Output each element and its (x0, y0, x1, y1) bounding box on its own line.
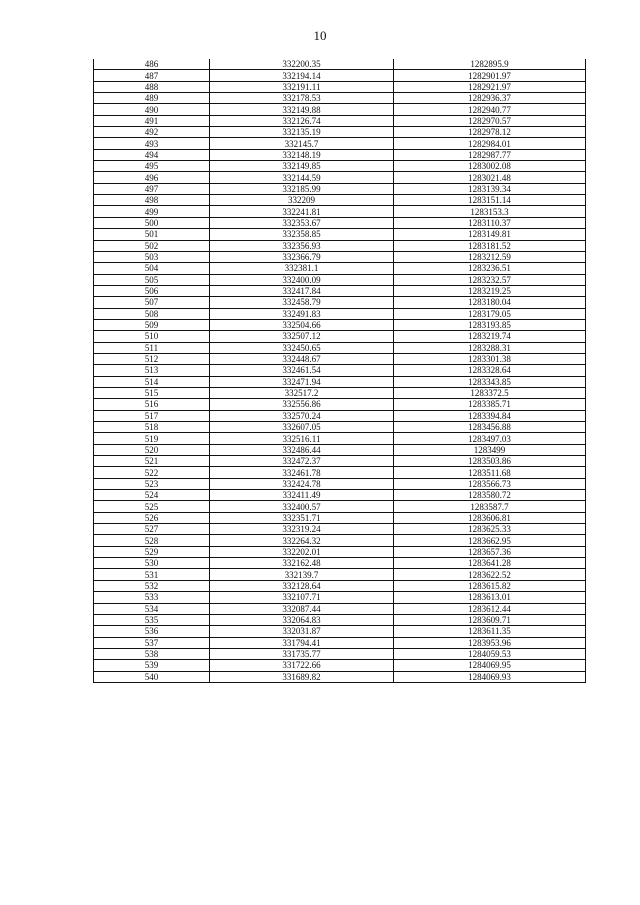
table-row (94, 490, 586, 501)
table-row (94, 524, 586, 535)
table-row (94, 263, 586, 274)
x-coordinate-cell: 332381.1 (210, 263, 394, 274)
x-coordinate-cell: 332400.57 (210, 501, 394, 512)
table-row (94, 569, 586, 580)
y-coordinate-cell: 1283288.31 (394, 342, 586, 353)
y-coordinate-cell: 1283153.3 (394, 206, 586, 217)
table-row (94, 115, 586, 126)
x-coordinate-cell: 331689.82 (210, 671, 394, 682)
x-coordinate-cell: 332353.67 (210, 217, 394, 228)
y-coordinate-cell: 1283566.73 (394, 478, 586, 489)
table-row (94, 501, 586, 512)
table-row (94, 183, 586, 194)
point-number-cell: 517 (94, 410, 210, 421)
coordinates-table-body (94, 59, 586, 682)
point-number-cell: 513 (94, 365, 210, 376)
x-coordinate-cell: 332570.24 (210, 410, 394, 421)
point-number-cell: 508 (94, 308, 210, 319)
table-row (94, 660, 586, 671)
point-number-cell: 529 (94, 546, 210, 557)
x-coordinate-cell: 332424.78 (210, 478, 394, 489)
y-coordinate-cell: 1283219.25 (394, 285, 586, 296)
point-number-cell: 493 (94, 138, 210, 149)
point-number-cell: 489 (94, 93, 210, 104)
point-number-cell: 527 (94, 524, 210, 535)
point-number-cell: 531 (94, 569, 210, 580)
y-coordinate-cell: 1283372.5 (394, 387, 586, 398)
x-coordinate-cell: 332461.78 (210, 467, 394, 478)
y-coordinate-cell: 1282921.97 (394, 81, 586, 92)
table-row (94, 127, 586, 138)
point-number-cell: 488 (94, 81, 210, 92)
y-coordinate-cell: 1283662.95 (394, 535, 586, 546)
y-coordinate-cell: 1283587.7 (394, 501, 586, 512)
y-coordinate-cell: 1283180.04 (394, 297, 586, 308)
table-row (94, 229, 586, 240)
point-number-cell: 519 (94, 433, 210, 444)
x-coordinate-cell: 332491.83 (210, 308, 394, 319)
y-coordinate-cell: 1283615.82 (394, 580, 586, 591)
table-row (94, 93, 586, 104)
y-coordinate-cell: 1283385.71 (394, 399, 586, 410)
table-row (94, 353, 586, 364)
point-number-cell: 504 (94, 263, 210, 274)
x-coordinate-cell: 332607.05 (210, 422, 394, 433)
y-coordinate-cell: 1282940.77 (394, 104, 586, 115)
x-coordinate-cell: 332194.14 (210, 70, 394, 81)
table-row (94, 251, 586, 262)
x-coordinate-cell: 332486.44 (210, 444, 394, 455)
point-number-cell: 501 (94, 229, 210, 240)
table-row (94, 637, 586, 648)
x-coordinate-cell: 332517.2 (210, 387, 394, 398)
point-number-cell: 540 (94, 671, 210, 682)
point-number-cell: 512 (94, 353, 210, 364)
x-coordinate-cell: 332356.93 (210, 240, 394, 251)
table-row (94, 444, 586, 455)
table-row (94, 399, 586, 410)
x-coordinate-cell: 332471.94 (210, 376, 394, 387)
y-coordinate-cell: 1283151.14 (394, 195, 586, 206)
point-number-cell: 538 (94, 648, 210, 659)
table-row (94, 456, 586, 467)
point-number-cell: 523 (94, 478, 210, 489)
x-coordinate-cell: 332162.48 (210, 558, 394, 569)
x-coordinate-cell: 332126.74 (210, 115, 394, 126)
x-coordinate-cell: 332064.83 (210, 614, 394, 625)
table-row (94, 512, 586, 523)
point-number-cell: 525 (94, 501, 210, 512)
y-coordinate-cell: 1283212.59 (394, 251, 586, 262)
point-number-cell: 533 (94, 592, 210, 603)
x-coordinate-cell: 332202.01 (210, 546, 394, 557)
x-coordinate-cell: 332417.84 (210, 285, 394, 296)
y-coordinate-cell: 1282895.9 (394, 59, 586, 70)
point-number-cell: 516 (94, 399, 210, 410)
table-row (94, 297, 586, 308)
x-coordinate-cell: 332178.53 (210, 93, 394, 104)
table-row (94, 592, 586, 603)
y-coordinate-cell: 1282901.97 (394, 70, 586, 81)
x-coordinate-cell: 332358.85 (210, 229, 394, 240)
point-number-cell: 535 (94, 614, 210, 625)
y-coordinate-cell: 1283301.38 (394, 353, 586, 364)
x-coordinate-cell: 332128.64 (210, 580, 394, 591)
point-number-cell: 520 (94, 444, 210, 455)
x-coordinate-cell: 331735.77 (210, 648, 394, 659)
y-coordinate-cell: 1282936.37 (394, 93, 586, 104)
y-coordinate-cell: 1283613.01 (394, 592, 586, 603)
point-number-cell: 526 (94, 512, 210, 523)
y-coordinate-cell: 1283181.52 (394, 240, 586, 251)
point-number-cell: 507 (94, 297, 210, 308)
point-number-cell: 522 (94, 467, 210, 478)
table-row (94, 671, 586, 682)
point-number-cell: 495 (94, 161, 210, 172)
x-coordinate-cell: 332458.79 (210, 297, 394, 308)
y-coordinate-cell: 1283625.33 (394, 524, 586, 535)
point-number-cell: 500 (94, 217, 210, 228)
table-row (94, 81, 586, 92)
x-coordinate-cell: 332149.85 (210, 161, 394, 172)
table-row (94, 546, 586, 557)
y-coordinate-cell: 1283612.44 (394, 603, 586, 614)
table-row (94, 285, 586, 296)
point-number-cell: 524 (94, 490, 210, 501)
y-coordinate-cell: 1284069.95 (394, 660, 586, 671)
point-number-cell: 506 (94, 285, 210, 296)
x-coordinate-cell: 332351.71 (210, 512, 394, 523)
y-coordinate-cell: 1283622.52 (394, 569, 586, 580)
y-coordinate-cell: 1283236.51 (394, 263, 586, 274)
x-coordinate-cell: 332264.32 (210, 535, 394, 546)
table-row (94, 558, 586, 569)
x-coordinate-cell: 332139.7 (210, 569, 394, 580)
x-coordinate-cell: 332149.88 (210, 104, 394, 115)
x-coordinate-cell: 332319.24 (210, 524, 394, 535)
y-coordinate-cell: 1283149.81 (394, 229, 586, 240)
table-row (94, 626, 586, 637)
x-coordinate-cell: 332411.49 (210, 490, 394, 501)
point-number-cell: 490 (94, 104, 210, 115)
y-coordinate-cell: 1284059.53 (394, 648, 586, 659)
table-row (94, 104, 586, 115)
x-coordinate-cell: 332107.71 (210, 592, 394, 603)
y-coordinate-cell: 1283511.68 (394, 467, 586, 478)
table-row (94, 410, 586, 421)
table-row (94, 376, 586, 387)
point-number-cell: 514 (94, 376, 210, 387)
y-coordinate-cell: 1284069.93 (394, 671, 586, 682)
point-number-cell: 537 (94, 637, 210, 648)
point-number-cell: 536 (94, 626, 210, 637)
point-number-cell: 487 (94, 70, 210, 81)
x-coordinate-cell: 332200.35 (210, 59, 394, 70)
table-row (94, 70, 586, 81)
point-number-cell: 496 (94, 172, 210, 183)
y-coordinate-cell: 1283641.28 (394, 558, 586, 569)
point-number-cell: 505 (94, 274, 210, 285)
point-number-cell: 503 (94, 251, 210, 262)
x-coordinate-cell: 332087.44 (210, 603, 394, 614)
y-coordinate-cell: 1283139.34 (394, 183, 586, 194)
table-row (94, 195, 586, 206)
x-coordinate-cell: 332450.65 (210, 342, 394, 353)
point-number-cell: 510 (94, 331, 210, 342)
y-coordinate-cell: 1283193.85 (394, 319, 586, 330)
y-coordinate-cell: 1283002.08 (394, 161, 586, 172)
point-number-cell: 518 (94, 422, 210, 433)
point-number-cell: 499 (94, 206, 210, 217)
x-coordinate-cell: 332185.99 (210, 183, 394, 194)
coordinates-table (93, 59, 586, 683)
y-coordinate-cell: 1283179.05 (394, 308, 586, 319)
y-coordinate-cell: 1283232.57 (394, 274, 586, 285)
table-row (94, 342, 586, 353)
table-row (94, 274, 586, 285)
y-coordinate-cell: 1283110.37 (394, 217, 586, 228)
x-coordinate-cell: 331794.41 (210, 637, 394, 648)
y-coordinate-cell: 1283456.88 (394, 422, 586, 433)
table-row (94, 535, 586, 546)
table-row (94, 240, 586, 251)
x-coordinate-cell: 332366.79 (210, 251, 394, 262)
table-row (94, 614, 586, 625)
table-row (94, 603, 586, 614)
point-number-cell: 532 (94, 580, 210, 591)
y-coordinate-cell: 1282970.57 (394, 115, 586, 126)
table-row (94, 387, 586, 398)
table-row (94, 319, 586, 330)
point-number-cell: 486 (94, 59, 210, 70)
y-coordinate-cell: 1283606.81 (394, 512, 586, 523)
y-coordinate-cell: 1283953.96 (394, 637, 586, 648)
table-row (94, 467, 586, 478)
x-coordinate-cell: 332504.66 (210, 319, 394, 330)
y-coordinate-cell: 1283328.64 (394, 365, 586, 376)
point-number-cell: 530 (94, 558, 210, 569)
x-coordinate-cell: 332461.54 (210, 365, 394, 376)
y-coordinate-cell: 1283580.72 (394, 490, 586, 501)
table-row (94, 149, 586, 160)
x-coordinate-cell: 332472.37 (210, 456, 394, 467)
table-row (94, 422, 586, 433)
x-coordinate-cell: 332148.19 (210, 149, 394, 160)
table-row (94, 217, 586, 228)
point-number-cell: 491 (94, 115, 210, 126)
table-row (94, 365, 586, 376)
point-number-cell: 502 (94, 240, 210, 251)
y-coordinate-cell: 1283499 (394, 444, 586, 455)
point-number-cell: 515 (94, 387, 210, 398)
point-number-cell: 509 (94, 319, 210, 330)
x-coordinate-cell: 332507.12 (210, 331, 394, 342)
y-coordinate-cell: 1283503.86 (394, 456, 586, 467)
point-number-cell: 497 (94, 183, 210, 194)
table-row (94, 161, 586, 172)
y-coordinate-cell: 1283394.84 (394, 410, 586, 421)
x-coordinate-cell: 332031.87 (210, 626, 394, 637)
point-number-cell: 539 (94, 660, 210, 671)
x-coordinate-cell: 332516.11 (210, 433, 394, 444)
table-row (94, 206, 586, 217)
table-row (94, 172, 586, 183)
table-row (94, 331, 586, 342)
x-coordinate-cell: 332144.59 (210, 172, 394, 183)
point-number-cell: 511 (94, 342, 210, 353)
y-coordinate-cell: 1283611.35 (394, 626, 586, 637)
x-coordinate-cell: 332145.7 (210, 138, 394, 149)
x-coordinate-cell: 332209 (210, 195, 394, 206)
y-coordinate-cell: 1283219.74 (394, 331, 586, 342)
point-number-cell: 498 (94, 195, 210, 206)
y-coordinate-cell: 1282984.01 (394, 138, 586, 149)
table-row (94, 580, 586, 591)
y-coordinate-cell: 1282987.77 (394, 149, 586, 160)
y-coordinate-cell: 1283021.48 (394, 172, 586, 183)
page-number: 10 (313, 28, 327, 43)
x-coordinate-cell: 332135.19 (210, 127, 394, 138)
x-coordinate-cell: 332400.09 (210, 274, 394, 285)
x-coordinate-cell: 332448.67 (210, 353, 394, 364)
table-row (94, 138, 586, 149)
point-number-cell: 492 (94, 127, 210, 138)
table-row (94, 59, 586, 70)
y-coordinate-cell: 1283343.85 (394, 376, 586, 387)
y-coordinate-cell: 1282978.12 (394, 127, 586, 138)
x-coordinate-cell: 331722.66 (210, 660, 394, 671)
point-number-cell: 521 (94, 456, 210, 467)
y-coordinate-cell: 1283609.71 (394, 614, 586, 625)
x-coordinate-cell: 332556.86 (210, 399, 394, 410)
x-coordinate-cell: 332191.11 (210, 81, 394, 92)
x-coordinate-cell: 332241.81 (210, 206, 394, 217)
point-number-cell: 534 (94, 603, 210, 614)
table-row (94, 433, 586, 444)
table-row (94, 308, 586, 319)
y-coordinate-cell: 1283657.36 (394, 546, 586, 557)
table-row (94, 478, 586, 489)
point-number-cell: 528 (94, 535, 210, 546)
table-row (94, 648, 586, 659)
point-number-cell: 494 (94, 149, 210, 160)
y-coordinate-cell: 1283497.03 (394, 433, 586, 444)
